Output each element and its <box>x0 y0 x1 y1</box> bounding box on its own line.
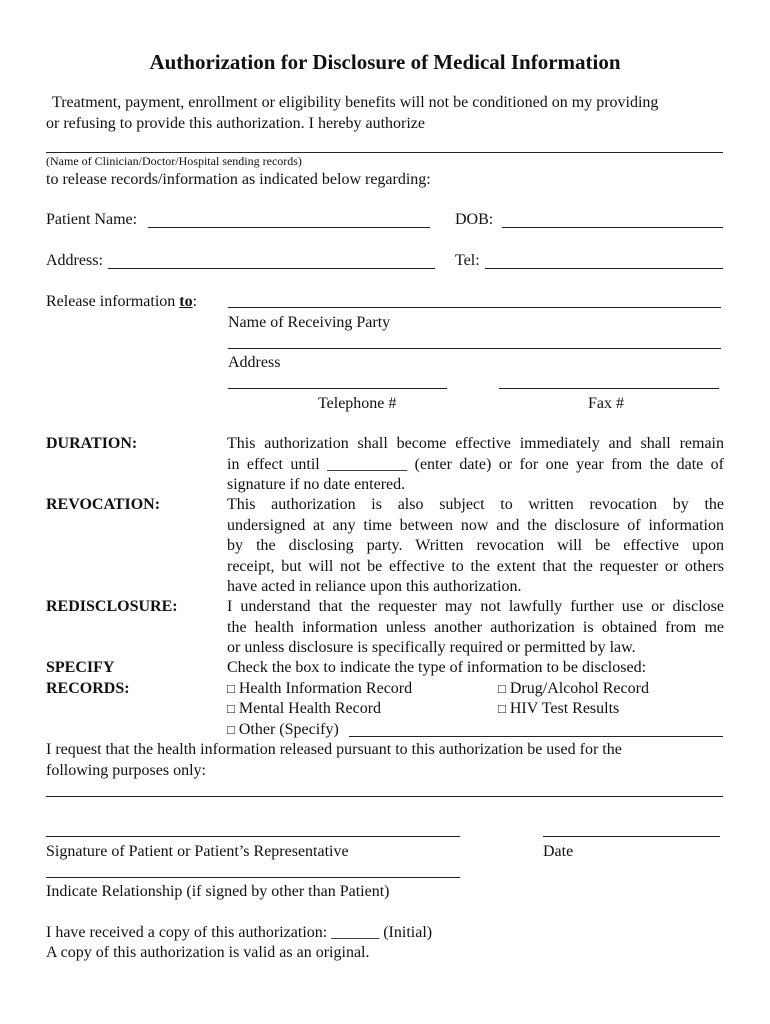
duration-line-3: signature if no date entered. <box>227 476 406 493</box>
checkbox-icon[interactable]: □ <box>498 701 506 716</box>
checkbox-icon[interactable]: □ <box>227 722 235 737</box>
signature-caption: Signature of Patient or Patient’s Representative <box>46 843 349 860</box>
duration-line-1: This authorization shall become effective immediately and shall remain <box>227 435 724 452</box>
purpose-field[interactable] <box>46 796 723 797</box>
address-field[interactable] <box>108 268 435 269</box>
receiving-fax-field[interactable] <box>499 388 719 389</box>
checkbox-icon[interactable]: □ <box>498 681 506 696</box>
intro-line-1: Treatment, payment, enrollment or eligibility benefits will not be conditioned on my providing <box>52 94 659 111</box>
specify-label: SPECIFY <box>46 659 115 676</box>
release-regarding-text: to release records/information as indicated below regarding: <box>46 171 431 188</box>
fax-caption: Fax # <box>588 395 624 412</box>
relationship-caption: Indicate Relationship (if signed by other than Patient) <box>46 883 390 900</box>
revocation-line-1: This authorization is also subject to written revocation by the <box>227 496 724 513</box>
revocation-line-4: receipt, but will not be effective to the extent that the requester or others <box>227 558 724 575</box>
tel-field[interactable] <box>485 268 723 269</box>
redisclosure-line-1: I understand that the requester may not lawfully further use or disclose <box>227 598 724 615</box>
checkbox-icon[interactable]: □ <box>227 701 235 716</box>
other-specify-field[interactable] <box>349 736 723 737</box>
redisclosure-line-3: or unless disclosure is specifically required or permitted by law. <box>227 639 636 656</box>
duration-line-2: in effect until __________ (enter date) or for one year from the date of <box>227 456 724 473</box>
purpose-line-1: I request that the health information released pursuant to this authorization be used for the <box>46 741 622 758</box>
date-field[interactable] <box>543 836 720 837</box>
relationship-field[interactable] <box>46 877 460 878</box>
checkbox-icon[interactable]: □ <box>227 681 235 696</box>
revocation-line-2: undersigned at any time between now and the disclosure of information <box>227 517 724 534</box>
intro-line-2: or refusing to provide this authorization. I hereby authorize <box>46 115 425 132</box>
patient-name-field[interactable] <box>148 227 430 228</box>
revocation-line-3: by the disclosing party. Written revocation will be effective upon <box>227 537 724 554</box>
duration-label: DURATION: <box>46 435 138 452</box>
receiving-party-field[interactable] <box>228 307 721 308</box>
purpose-line-2: following purposes only: <box>46 762 206 779</box>
records-label: RECORDS: <box>46 680 130 697</box>
option-other[interactable]: □ Other (Specify) <box>227 721 339 738</box>
tel-label: Tel: <box>455 252 480 269</box>
release-to-label: Release information to: <box>46 293 198 310</box>
copy-received-text: I have received a copy of this authorization: ______ (Initial) <box>46 924 433 941</box>
option-drug-alcohol[interactable]: □ Drug/Alcohol Record <box>498 680 649 697</box>
form-title: Authorization for Disclosure of Medical Information <box>149 50 621 74</box>
revocation-line-5: have acted in reliance upon this authorization. <box>227 578 522 595</box>
receiving-address-caption: Address <box>228 354 281 371</box>
dob-label: DOB: <box>455 211 494 228</box>
dob-field[interactable] <box>502 227 723 228</box>
telephone-caption: Telephone # <box>318 395 397 412</box>
specify-instruction: Check the box to indicate the type of information to be disclosed: <box>227 659 647 676</box>
revocation-label: REVOCATION: <box>46 496 161 513</box>
address-label: Address: <box>46 252 103 269</box>
signature-field[interactable] <box>46 836 460 837</box>
patient-name-label: Patient Name: <box>46 211 138 228</box>
redisclosure-line-2: the health information unless another authorization is obtained from me <box>227 619 724 636</box>
receiving-address-field[interactable] <box>228 348 721 349</box>
sender-caption: (Name of Clinician/Doctor/Hospital sending records) <box>46 154 302 168</box>
copy-valid-text: A copy of this authorization is valid as an original. <box>46 944 370 961</box>
redisclosure-label: REDISCLOSURE: <box>46 598 178 615</box>
option-health-information[interactable]: □ Health Information Record <box>227 680 413 697</box>
option-mental-health[interactable]: □ Mental Health Record <box>227 700 382 717</box>
sender-name-line[interactable] <box>46 152 723 153</box>
receiving-party-caption: Name of Receiving Party <box>228 314 391 331</box>
date-caption: Date <box>543 843 574 860</box>
option-hiv-test[interactable]: □ HIV Test Results <box>498 700 620 717</box>
receiving-telephone-field[interactable] <box>228 388 447 389</box>
